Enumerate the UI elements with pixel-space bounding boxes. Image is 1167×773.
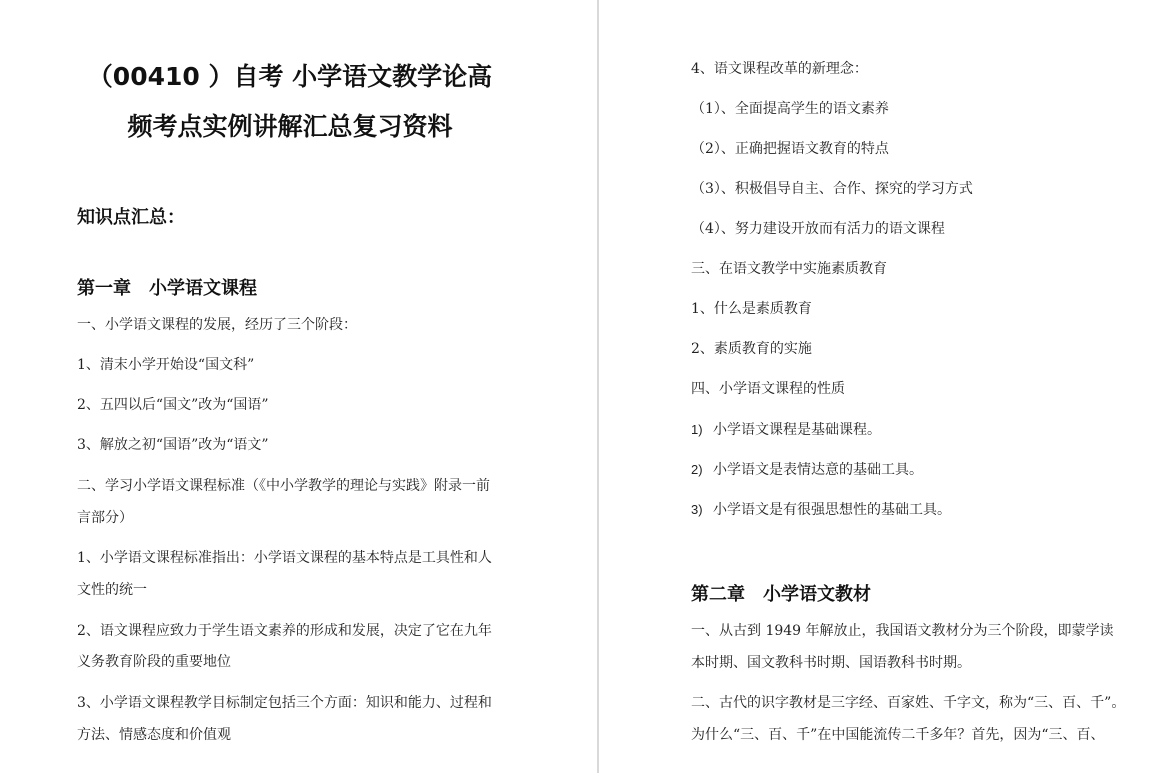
paragraph-line: 1、小学语文课程标准指出：小学语文课程的基本特点是工具性和人 bbox=[77, 550, 492, 566]
right-page bbox=[599, 0, 1167, 773]
paragraph-line: （4）、努力建设开放而有活力的语文课程 bbox=[691, 221, 945, 237]
paragraph-line: 3、解放之初“国语”改为“语文” bbox=[77, 437, 269, 453]
item-number: 3) bbox=[691, 502, 703, 517]
item-text: 小学语文是表情达意的基础工具。 bbox=[713, 462, 923, 478]
paragraph-line: 方法、情感态度和价值观 bbox=[77, 727, 231, 743]
item-number: 2) bbox=[691, 462, 703, 477]
paragraph-line: 四、小学语文课程的性质 bbox=[691, 381, 845, 397]
paragraph-line: 为什么“三、百、千”在中国能流传二千多年？首先，因为“三、百、 bbox=[691, 727, 1105, 743]
paragraph-line: 1、清末小学开始设“国文科” bbox=[77, 357, 255, 373]
section-heading: 知识点汇总： bbox=[77, 207, 185, 228]
paragraph-line: 义务教育阶段的重要地位 bbox=[77, 654, 231, 670]
numbered-item bbox=[691, 500, 951, 520]
paragraph-line: 2、语文课程应致力于学生语文素养的形成和发展，决定了它在九年 bbox=[77, 623, 492, 639]
title-line-1: （00410 ）自考 小学语文教学论高 bbox=[87, 62, 493, 91]
paragraph-line: 3、小学语文课程教学目标制定包括三个方面：知识和能力、过程和 bbox=[77, 695, 492, 711]
paragraph-line: 2、素质教育的实施 bbox=[691, 341, 812, 357]
chapter-2-heading: 第二章 小学语文教材 bbox=[691, 584, 871, 605]
paragraph-line: （3）、积极倡导自主、合作、探究的学习方式 bbox=[691, 181, 973, 197]
paragraph-line: 1、什么是素质教育 bbox=[691, 301, 812, 317]
paragraph-line: 4、语文课程改革的新理念： bbox=[691, 61, 868, 77]
item-number: 1) bbox=[691, 422, 703, 437]
paragraph-line: 三、在语文教学中实施素质教育 bbox=[691, 261, 887, 277]
item-text: 小学语文是有很强思想性的基础工具。 bbox=[713, 502, 951, 518]
paragraph-line: 本时期、国文教科书时期、国语教科书时期。 bbox=[691, 655, 971, 671]
paragraph-line: 二、学习小学语文课程标准（《中小学教学的理论与实践》附录一前 bbox=[77, 478, 490, 494]
paragraph-line: 文性的统一 bbox=[77, 582, 147, 598]
document-title bbox=[40, 52, 540, 152]
paragraph-line: 言部分） bbox=[77, 510, 133, 526]
paragraph-line: （1）、全面提高学生的语文素养 bbox=[691, 101, 889, 117]
paragraph-line: 二、古代的识字教材是三字经、百家姓、千字文，称为“三、百、千”。 bbox=[691, 695, 1126, 711]
paragraph-line: （2）、正确把握语文教育的特点 bbox=[691, 141, 889, 157]
item-text: 小学语文课程是基础课程。 bbox=[713, 422, 881, 438]
numbered-item bbox=[691, 460, 923, 480]
chapter-1-heading: 第一章 小学语文课程 bbox=[77, 278, 257, 299]
numbered-item bbox=[691, 420, 881, 440]
paragraph-line: 2、五四以后“国文”改为“国语” bbox=[77, 397, 269, 413]
paragraph-line: 一、从古到 1949 年解放止，我国语文教材分为三个阶段，即蒙学读 bbox=[691, 623, 1114, 639]
paragraph-line: 一、小学语文课程的发展，经历了三个阶段： bbox=[77, 317, 357, 333]
title-line-2: 频考点实例讲解汇总复习资料 bbox=[127, 112, 453, 141]
